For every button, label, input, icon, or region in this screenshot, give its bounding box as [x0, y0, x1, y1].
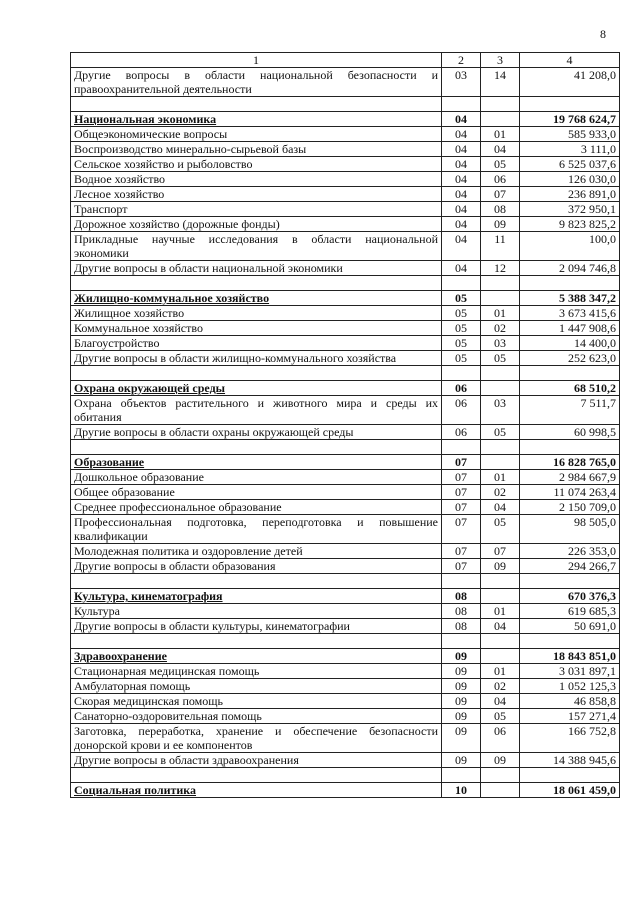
subsection-code: 11 — [481, 232, 520, 261]
header-col-1: 1 — [71, 53, 442, 68]
subsection-code: 06 — [481, 724, 520, 753]
blank-row — [71, 768, 620, 783]
subsection-code: 04 — [481, 500, 520, 515]
table-row — [71, 217, 620, 232]
section-row — [71, 783, 620, 798]
section-code: 06 — [442, 396, 481, 425]
header-col-2: 2 — [442, 53, 481, 68]
amount-cell: 1 447 908,6 — [520, 321, 620, 336]
amount-cell: 50 691,0 — [520, 619, 620, 634]
item-name: Культура — [71, 604, 442, 619]
section-code: 07 — [442, 455, 481, 470]
amount-cell: 41 208,0 — [520, 68, 620, 97]
section-code: 04 — [442, 157, 481, 172]
amount-cell: 18 843 851,0 — [520, 649, 620, 664]
section-code: 07 — [442, 485, 481, 500]
table-row — [71, 500, 620, 515]
empty-cell — [481, 276, 520, 291]
table-row — [71, 679, 620, 694]
item-name: Воспроизводство минерально-сырьевой базы — [71, 142, 442, 157]
section-code: 08 — [442, 604, 481, 619]
amount-cell: 6 525 037,6 — [520, 157, 620, 172]
amount-cell: 46 858,8 — [520, 694, 620, 709]
empty-cell — [481, 97, 520, 112]
amount-cell: 619 685,3 — [520, 604, 620, 619]
table-row — [71, 157, 620, 172]
item-name: Культура, кинематография — [71, 589, 442, 604]
amount-cell: 7 511,7 — [520, 396, 620, 425]
empty-cell — [481, 768, 520, 783]
item-name: Среднее профессиональное образование — [71, 500, 442, 515]
subsection-code: 07 — [481, 544, 520, 559]
section-code: 07 — [442, 559, 481, 574]
subsection-code: 04 — [481, 694, 520, 709]
header-row — [71, 53, 620, 68]
table-row — [71, 470, 620, 485]
subsection-code — [481, 112, 520, 127]
blank-row — [71, 574, 620, 589]
section-code: 09 — [442, 709, 481, 724]
subsection-code: 02 — [481, 679, 520, 694]
section-code: 05 — [442, 306, 481, 321]
section-code: 06 — [442, 381, 481, 396]
subsection-code: 08 — [481, 202, 520, 217]
item-name: Водное хозяйство — [71, 172, 442, 187]
empty-cell — [481, 574, 520, 589]
empty-cell — [481, 366, 520, 381]
blank-row — [71, 440, 620, 455]
item-name: Жилищно-коммунальное хозяйство — [71, 291, 442, 306]
subsection-code: 05 — [481, 351, 520, 366]
blank-row — [71, 366, 620, 381]
amount-cell: 585 933,0 — [520, 127, 620, 142]
item-name: Молодежная политика и оздоровление детей — [71, 544, 442, 559]
item-name: Образование — [71, 455, 442, 470]
item-name: Социальная политика — [71, 783, 442, 798]
section-code: 09 — [442, 679, 481, 694]
subsection-code: 01 — [481, 664, 520, 679]
table-row — [71, 351, 620, 366]
item-name: Другие вопросы в области культуры, кинематографии — [71, 619, 442, 634]
subsection-code: 02 — [481, 485, 520, 500]
section-code: 05 — [442, 291, 481, 306]
item-name: Амбулаторная помощь — [71, 679, 442, 694]
table-row — [71, 142, 620, 157]
subsection-code — [481, 381, 520, 396]
subsection-code: 09 — [481, 217, 520, 232]
amount-cell: 2 094 746,8 — [520, 261, 620, 276]
item-name: Другие вопросы в области национальной экономики — [71, 261, 442, 276]
empty-cell — [481, 634, 520, 649]
amount-cell: 98 505,0 — [520, 515, 620, 544]
section-code: 04 — [442, 127, 481, 142]
empty-cell — [520, 574, 620, 589]
section-code: 09 — [442, 649, 481, 664]
amount-cell: 2 984 667,9 — [520, 470, 620, 485]
subsection-code: 02 — [481, 321, 520, 336]
amount-cell: 2 150 709,0 — [520, 500, 620, 515]
item-name: Общеэкономические вопросы — [71, 127, 442, 142]
table-row — [71, 321, 620, 336]
amount-cell: 5 388 347,2 — [520, 291, 620, 306]
item-name: Профессиональная подготовка, переподготовка и повышение квалификации — [71, 515, 442, 544]
section-code: 03 — [442, 68, 481, 97]
section-code: 07 — [442, 470, 481, 485]
subsection-code: 03 — [481, 396, 520, 425]
table-row — [71, 619, 620, 634]
table-row — [71, 694, 620, 709]
item-name: Благоустройство — [71, 336, 442, 351]
section-code: 04 — [442, 217, 481, 232]
empty-cell — [520, 768, 620, 783]
subsection-code: 12 — [481, 261, 520, 276]
item-name: Другие вопросы в области охраны окружающей среды — [71, 425, 442, 440]
header-col-4: 4 — [520, 53, 620, 68]
item-name: Охрана объектов растительного и животного мира и среды их обитания — [71, 396, 442, 425]
section-row — [71, 381, 620, 396]
table-row — [71, 187, 620, 202]
subsection-code: 14 — [481, 68, 520, 97]
section-row — [71, 291, 620, 306]
amount-cell: 3 031 897,1 — [520, 664, 620, 679]
item-name: Дорожное хозяйство (дорожные фонды) — [71, 217, 442, 232]
item-name: Санаторно-оздоровительная помощь — [71, 709, 442, 724]
subsection-code: 06 — [481, 172, 520, 187]
empty-cell — [71, 768, 442, 783]
item-name: Охрана окружающей среды — [71, 381, 442, 396]
table-row — [71, 396, 620, 425]
item-name: Национальная экономика — [71, 112, 442, 127]
item-name: Другие вопросы в области здравоохранения — [71, 753, 442, 768]
amount-cell: 14 388 945,6 — [520, 753, 620, 768]
section-code: 04 — [442, 261, 481, 276]
blank-row — [71, 97, 620, 112]
item-name: Сельское хозяйство и рыболовство — [71, 157, 442, 172]
empty-cell — [71, 440, 442, 455]
section-code: 08 — [442, 589, 481, 604]
table-row — [71, 709, 620, 724]
amount-cell: 60 998,5 — [520, 425, 620, 440]
table-row — [71, 544, 620, 559]
subsection-code: 05 — [481, 515, 520, 544]
subsection-code — [481, 589, 520, 604]
amount-cell: 670 376,3 — [520, 589, 620, 604]
section-code: 05 — [442, 351, 481, 366]
section-code: 05 — [442, 321, 481, 336]
item-name: Прикладные научные исследования в области национальной экономики — [71, 232, 442, 261]
table-row — [71, 515, 620, 544]
subsection-code: 04 — [481, 142, 520, 157]
empty-cell — [442, 366, 481, 381]
amount-cell: 3 111,0 — [520, 142, 620, 157]
amount-cell: 236 891,0 — [520, 187, 620, 202]
subsection-code — [481, 783, 520, 798]
section-code: 09 — [442, 664, 481, 679]
section-code: 04 — [442, 187, 481, 202]
subsection-code: 09 — [481, 559, 520, 574]
subsection-code: 01 — [481, 127, 520, 142]
empty-cell — [442, 768, 481, 783]
amount-cell: 1 052 125,3 — [520, 679, 620, 694]
empty-cell — [71, 276, 442, 291]
empty-cell — [520, 634, 620, 649]
section-code: 09 — [442, 753, 481, 768]
subsection-code: 05 — [481, 157, 520, 172]
amount-cell: 18 061 459,0 — [520, 783, 620, 798]
amount-cell: 9 823 825,2 — [520, 217, 620, 232]
item-name: Другие вопросы в области жилищно-коммунального хозяйства — [71, 351, 442, 366]
subsection-code: 01 — [481, 306, 520, 321]
table-row — [71, 753, 620, 768]
subsection-code: 01 — [481, 470, 520, 485]
section-code: 09 — [442, 724, 481, 753]
table-row — [71, 336, 620, 351]
section-code: 04 — [442, 142, 481, 157]
section-code: 07 — [442, 500, 481, 515]
empty-cell — [442, 574, 481, 589]
item-name: Жилищное хозяйство — [71, 306, 442, 321]
amount-cell: 14 400,0 — [520, 336, 620, 351]
section-row — [71, 112, 620, 127]
section-code: 07 — [442, 515, 481, 544]
item-name: Коммунальное хозяйство — [71, 321, 442, 336]
table-row — [71, 68, 620, 97]
table-body — [71, 68, 620, 798]
item-name: Другие вопросы в области национальной безопасности и правоохранительной деятельности — [71, 68, 442, 97]
empty-cell — [442, 97, 481, 112]
page-number: 8 — [600, 27, 606, 41]
section-code: 04 — [442, 232, 481, 261]
table-row — [71, 724, 620, 753]
table-row — [71, 425, 620, 440]
subsection-code: 01 — [481, 604, 520, 619]
table-row — [71, 261, 620, 276]
section-code: 05 — [442, 336, 481, 351]
section-row — [71, 649, 620, 664]
empty-cell — [71, 366, 442, 381]
amount-cell: 126 030,0 — [520, 172, 620, 187]
table-row — [71, 232, 620, 261]
amount-cell: 226 353,0 — [520, 544, 620, 559]
item-name: Заготовка, переработка, хранение и обеспечение безопасности донорской крови и ее компонентов — [71, 724, 442, 753]
section-code: 04 — [442, 112, 481, 127]
empty-cell — [71, 97, 442, 112]
table-row — [71, 202, 620, 217]
empty-cell — [481, 440, 520, 455]
table-row — [71, 127, 620, 142]
item-name: Транспорт — [71, 202, 442, 217]
item-name: Стационарная медицинская помощь — [71, 664, 442, 679]
amount-cell: 11 074 263,4 — [520, 485, 620, 500]
amount-cell: 294 266,7 — [520, 559, 620, 574]
amount-cell: 3 673 415,6 — [520, 306, 620, 321]
subsection-code: 05 — [481, 425, 520, 440]
section-code: 10 — [442, 783, 481, 798]
item-name: Дошкольное образование — [71, 470, 442, 485]
section-code: 07 — [442, 544, 481, 559]
table-row — [71, 172, 620, 187]
subsection-code: 05 — [481, 709, 520, 724]
amount-cell: 100,0 — [520, 232, 620, 261]
blank-row — [71, 634, 620, 649]
section-code: 09 — [442, 694, 481, 709]
header-col-3: 3 — [481, 53, 520, 68]
section-code: 06 — [442, 425, 481, 440]
table-row — [71, 485, 620, 500]
amount-cell: 19 768 624,7 — [520, 112, 620, 127]
blank-row — [71, 276, 620, 291]
subsection-code — [481, 455, 520, 470]
subsection-code: 04 — [481, 619, 520, 634]
amount-cell: 252 623,0 — [520, 351, 620, 366]
empty-cell — [71, 634, 442, 649]
amount-cell: 68 510,2 — [520, 381, 620, 396]
subsection-code — [481, 291, 520, 306]
empty-cell — [442, 634, 481, 649]
subsection-code — [481, 649, 520, 664]
section-row — [71, 455, 620, 470]
amount-cell: 16 828 765,0 — [520, 455, 620, 470]
empty-cell — [442, 440, 481, 455]
budget-table — [70, 52, 620, 798]
empty-cell — [520, 276, 620, 291]
table-row — [71, 664, 620, 679]
subsection-code: 09 — [481, 753, 520, 768]
subsection-code: 07 — [481, 187, 520, 202]
subsection-code: 03 — [481, 336, 520, 351]
section-code: 04 — [442, 172, 481, 187]
empty-cell — [520, 366, 620, 381]
empty-cell — [520, 97, 620, 112]
section-code: 08 — [442, 619, 481, 634]
empty-cell — [520, 440, 620, 455]
table-header — [71, 53, 620, 68]
table-row — [71, 604, 620, 619]
table-row — [71, 306, 620, 321]
item-name: Другие вопросы в области образования — [71, 559, 442, 574]
empty-cell — [71, 574, 442, 589]
amount-cell: 166 752,8 — [520, 724, 620, 753]
section-code: 04 — [442, 202, 481, 217]
empty-cell — [442, 276, 481, 291]
item-name: Общее образование — [71, 485, 442, 500]
section-row — [71, 589, 620, 604]
item-name: Здравоохранение — [71, 649, 442, 664]
item-name: Лесное хозяйство — [71, 187, 442, 202]
amount-cell: 372 950,1 — [520, 202, 620, 217]
item-name: Скорая медицинская помощь — [71, 694, 442, 709]
amount-cell: 157 271,4 — [520, 709, 620, 724]
table-row — [71, 559, 620, 574]
